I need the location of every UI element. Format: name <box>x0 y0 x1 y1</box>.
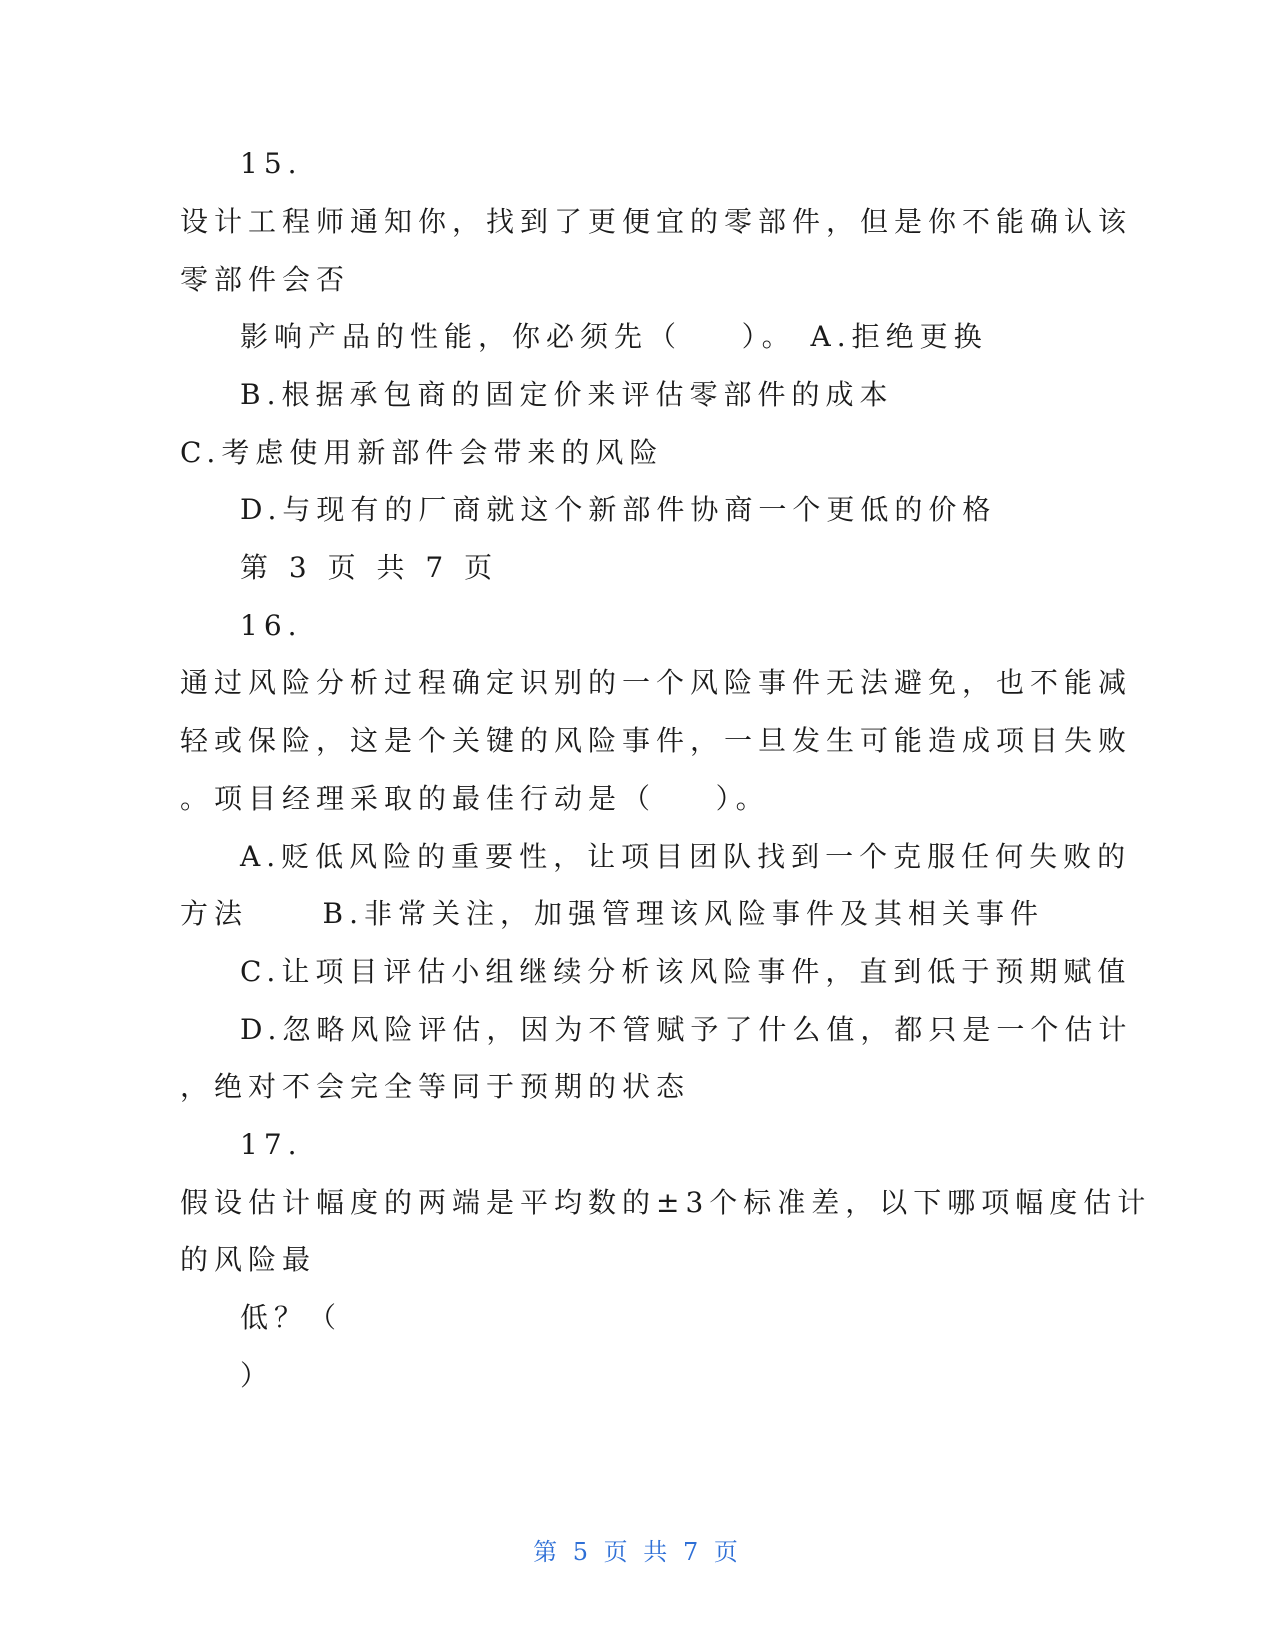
question-17-text-cont2: 低？（ <box>240 1301 343 1334</box>
question-16-number: 16. <box>240 609 303 642</box>
question-16-option-a: A.贬低风险的重要性，让项目团队找到一个克服任何失败的 <box>240 840 1132 873</box>
question-15-text: 设计工程师通知你，找到了更便宜的零部件，但是你不能确认该 <box>180 205 1133 238</box>
question-16-text: 通过风险分析过程确定识别的一个风险事件无法避免，也不能减 <box>180 666 1133 699</box>
question-15-option-d: D.与现有的厂商就这个新部件协商一个更低的价格 <box>240 493 997 526</box>
question-15-option-c: C.考虑使用新部件会带来的风险 <box>180 436 664 469</box>
inline-page-marker: 第 3 页 共 7 页 <box>240 551 499 584</box>
question-17-number: 17. <box>240 1128 303 1161</box>
question-17-text: 假设估计幅度的两端是平均数的±3个标准差，以下哪项幅度估计 <box>180 1186 1152 1219</box>
question-16-option-c: C.让项目评估小组继续分析该风险事件，直到低于预期赋值 <box>240 955 1132 988</box>
question-16-option-d-cont: ，绝对不会完全等同于预期的状态 <box>180 1070 691 1103</box>
question-16-text-cont2: 。项目经理采取的最佳行动是（ ）。 <box>180 782 770 815</box>
question-16-text-cont: 轻或保险，这是个关键的风险事件，一旦发生可能造成项目失败 <box>180 724 1133 757</box>
question-15-text-cont: 零部件会否 <box>180 263 351 296</box>
question-15-text-cont2: 影响产品的性能，你必须先（ ）。 A.拒绝更换 <box>240 320 988 353</box>
question-17-text-cont: 的风险最 <box>180 1243 317 1276</box>
question-16-option-d: D.忽略风险评估，因为不管赋予了什么值，都只是一个估计 <box>240 1013 1133 1046</box>
page-footer: 第 5 页 共 7 页 <box>533 1538 742 1566</box>
question-17-text-cont3: ） <box>240 1359 275 1392</box>
question-15-option-b: B.根据承包商的固定价来评估零部件的成本 <box>240 378 894 411</box>
question-16-option-a-cont: 方法 B.非常关注，加强管理该风险事件及其相关事件 <box>180 897 1044 930</box>
question-15-number: 15. <box>240 147 303 180</box>
